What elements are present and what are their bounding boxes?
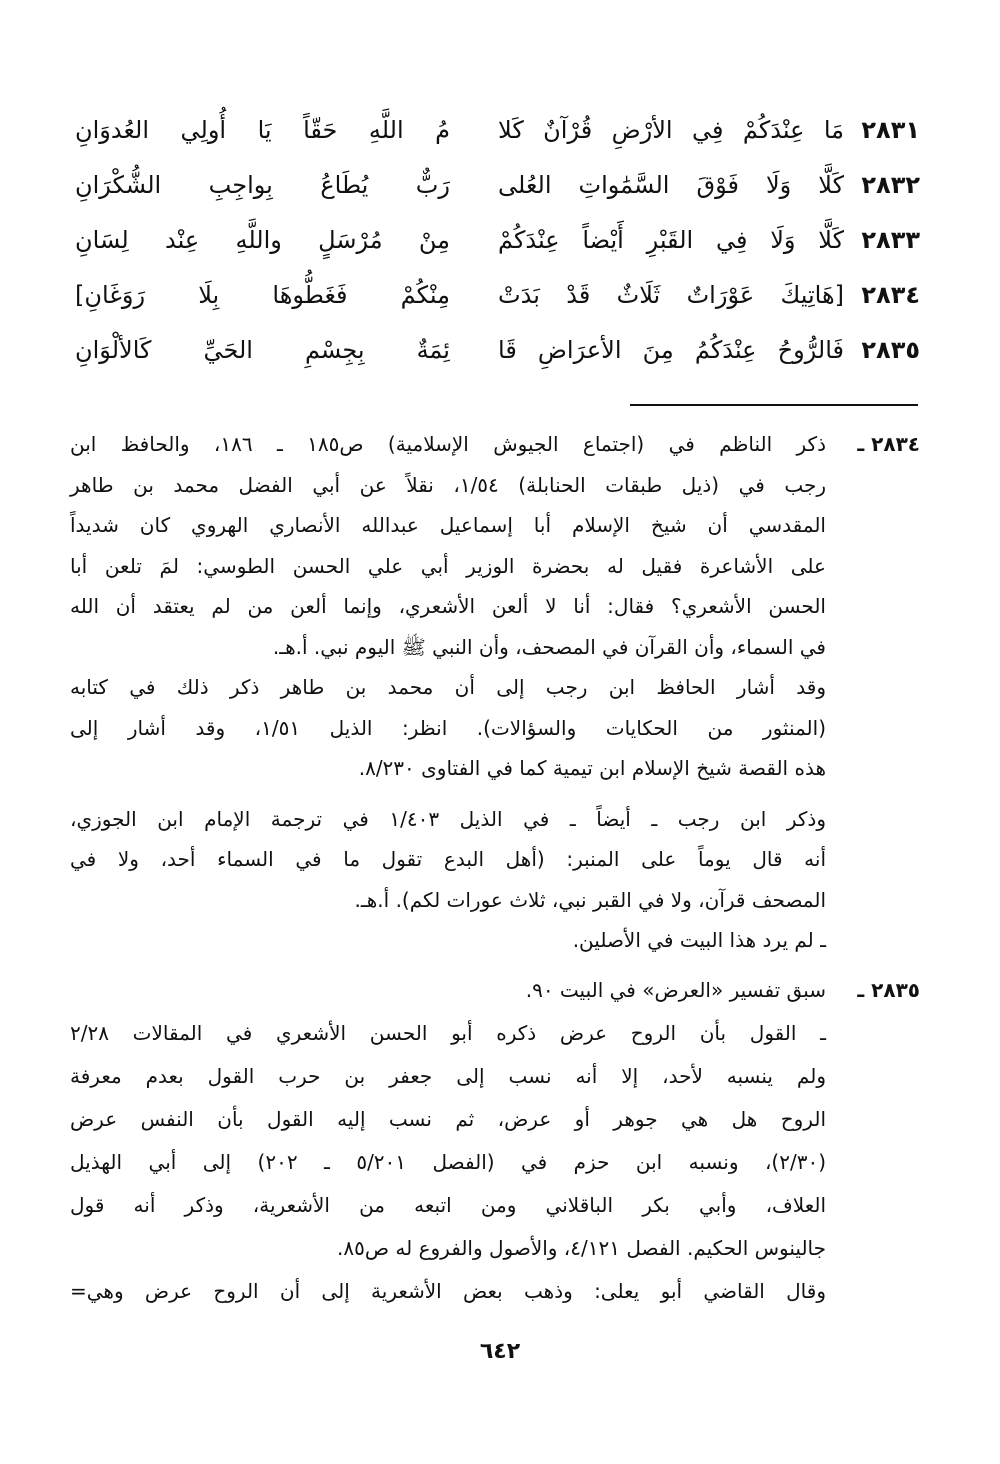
verse-first-hemistich: كَلَّا وَلَا فَوْقَ السَّمَٰواتِ العُلى [498, 171, 844, 199]
verse-second-hemistich: مِنْ مُرْسَلٍ واللَّهِ عِنْد لِسَانِ [75, 226, 450, 254]
footnote-paragraph [70, 424, 826, 667]
footnote-line: جالينوس الحكيم. الفصل ٤/١٢١، والأصول والفروع له ص٨٥. [337, 1235, 826, 1260]
footnote-paragraph [70, 1270, 826, 1313]
footnote-line: رجب في (ذيل طبقات الحنابلة) ١/٥٤، نقلاً عن أبي الفضل محمد بن طاهر [70, 472, 826, 497]
footnote-line: ـ القول بأن الروح عرض ذكره أبو الحسن الأشعري في المقالات ٢/٢٨ [70, 1020, 826, 1045]
footnote-paragraph [70, 969, 826, 1012]
verse-first-hemistich: فَالرُّوحُ عِنْدَكُمُ مِنَ الأعرَاضِ قَا [498, 336, 844, 364]
verse-number: ٢٨٣٤ [861, 281, 920, 309]
verse-number: ٢٨٣١ [861, 116, 920, 144]
verse-first-hemistich: كَلَّا وَلَا فِي القَبْرِ أَيْضاً عِنْدَكُمْ [498, 226, 844, 254]
footnote-line: ولم ينسبه لأحد، إلا أنه نسب إلى جعفر بن حرب القول بعدم معرفة [70, 1063, 826, 1088]
verse-second-hemistich: رَبٌّ يُطَاعُ بِواجِبِ الشُّكْرَانِ [75, 171, 450, 199]
verse-row [0, 268, 1000, 323]
footnote-line: على الأشاعرة فقيل له بحضرة الوزير أبي علي الحسن الطوسي: لمَ تلعن أبا [70, 553, 826, 578]
verse-first-hemistich: [هَاتِيكَ عَوْرَاتٌ ثَلَاثٌ قَدْ بَدَتْ [498, 281, 844, 309]
footnote-line: وقال القاضي أبو يعلى: وذهب بعض الأشعرية إلى أن الروح عرض وهي= [70, 1278, 826, 1303]
footnote-divider [630, 404, 918, 406]
verse-number: ٢٨٣٥ [861, 336, 920, 364]
footnote-line: أنه قال يوماً على المنبر: (أهل البدع تقول ما في السماء أحد، ولا في [70, 847, 826, 871]
footnote-line: وقد أشار الحافظ ابن رجب إلى أن محمد بن طاهر ذكر ذلك في كتابه [70, 675, 826, 699]
footnote-line: سبق تفسير «العرض» في البيت ٩٠. [525, 977, 826, 1002]
footnote [70, 424, 920, 961]
verse-number: ٢٨٣٣ [861, 226, 920, 254]
verse-second-hemistich: ئِمَةٌ بِجِسْمِ الحَيِّ كَالألْوَانِ [75, 336, 450, 364]
footnote-paragraph [70, 1012, 826, 1270]
footnote [70, 969, 920, 1313]
footnote-line: المصحف قرآن، ولا في القبر نبي، ثلاث عورات لكم). أ.هـ. [354, 887, 826, 912]
footnote-line: في السماء، وأن القرآن في المصحف، وأن النبي ﷺ اليوم نبي. أ.هـ. [272, 634, 826, 659]
footnotes [70, 424, 920, 1313]
footnote-line: الحسن الأشعري؟ فقال: أنا لا ألعن الأشعري، وإنما ألعن من لم يعتقد أن الله [70, 594, 826, 618]
page-number: ٦٤٢ [479, 1339, 521, 1364]
footnote-line: (المنثور من الحكايات والسؤالات). انظر: الذيل ١/٥١، وقد أشار إلى [70, 715, 826, 740]
footnote-paragraph [70, 920, 826, 961]
footnote-line: ـ لم يرد هذا البيت في الأصلين. [572, 928, 826, 952]
verse-second-hemistich: مُ اللَّهِ حَقّاً يَا أُولِي العُدوَانِ [75, 116, 450, 144]
footnote-paragraph [70, 667, 826, 789]
footnote-line: هذه القصة شيخ الإسلام ابن تيمية كما في الفتاوى ٨/٢٣٠. [358, 756, 826, 780]
footnote-line: الروح هل هي جوهر أو عرض، ثم نسب إليه القول بأن النفس عرض [70, 1106, 826, 1131]
verse-row [0, 213, 1000, 268]
verse-row [0, 323, 1000, 378]
footnote-line: (٢/٣٠)، ونسبه ابن حزم في (الفصل ٥/٢٠١ ـ ٢٠٢) إلى أبي الهذيل [70, 1149, 826, 1174]
footnote-line: المقدسي أن شيخ الإسلام أبا إسماعيل عبدالله الأنصاري الهروي كان شديداً [70, 513, 826, 537]
poem-verses [0, 103, 1000, 378]
footnote-number: ٢٨٣٤ ـ [857, 432, 920, 456]
footnote-paragraph [70, 799, 826, 921]
footnote-number: ٢٨٣٥ ـ [857, 977, 920, 1002]
footnote-line: ذكر الناظم في (اجتماع الجيوش الإسلامية) ص١٨٥ ـ ١٨٦، والحافظ ابن [70, 432, 826, 456]
verse-first-hemistich: مَا عِنْدَكُمْ فِي الأرْضِ قُرْآنٌ كَلا [498, 116, 844, 144]
footnote-line: وذكر ابن رجب ـ أيضاً ـ في الذيل ١/٤٠٣ في ترجمة الإمام ابن الجوزي، [70, 806, 826, 831]
footnote-line: العلاف، وأبي بكر الباقلاني ومن اتبعه من الأشعرية، وذكر أنه قول [70, 1192, 826, 1217]
verse-number: ٢٨٣٢ [861, 171, 920, 199]
verse-row [0, 158, 1000, 213]
verse-second-hemistich: مِنْكُمْ فَغَطُّوهَا بِلَا رَوَغَانِ] [75, 281, 450, 309]
verse-row [0, 103, 1000, 158]
